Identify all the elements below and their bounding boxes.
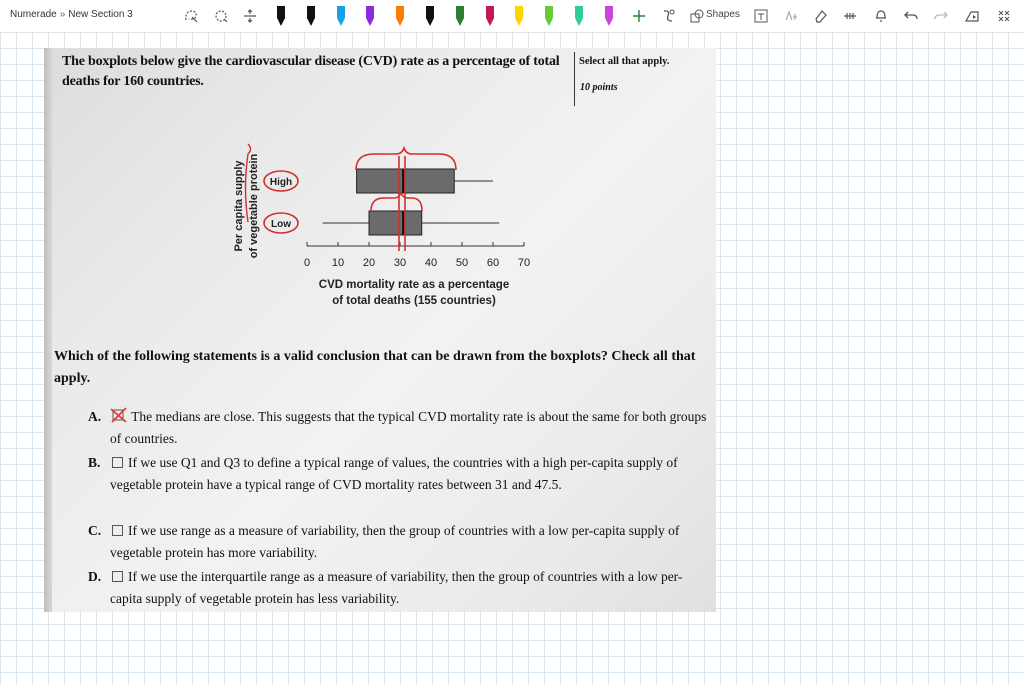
x-tick-label-40: 40 <box>424 257 438 269</box>
ink-to-text-icon[interactable] <box>750 5 772 27</box>
replay-icon[interactable] <box>961 5 983 27</box>
x-tick-label-0: 0 <box>303 257 311 269</box>
pen-1-icon[interactable] <box>270 5 292 27</box>
add-pen-icon[interactable] <box>628 5 650 27</box>
worksheet-image <box>44 48 716 612</box>
breadcrumb-section[interactable]: New Section 3 <box>68 9 133 20</box>
pen-3-icon[interactable] <box>330 5 352 27</box>
x-axis-label-line-2: of total deaths (155 countries) <box>332 295 496 307</box>
app-toolbar <box>0 0 1024 33</box>
pen-2-icon[interactable] <box>300 5 322 27</box>
option-d[interactable] <box>88 566 708 610</box>
x-tick-label-10: 10 <box>331 257 345 269</box>
breadcrumb-notebook[interactable]: Numerade <box>10 9 57 20</box>
x-tick-label-50: 50 <box>455 257 469 269</box>
shapes-icon[interactable] <box>686 5 708 27</box>
option-b-checkbox[interactable] <box>112 457 123 468</box>
pen-11-icon[interactable] <box>568 5 590 27</box>
pen-9-icon[interactable] <box>508 5 530 27</box>
option-b[interactable] <box>88 452 708 496</box>
option-a-text: The medians are close. This suggests that the typical CVD mortality rate is about the same for both groups of countries. <box>110 409 707 446</box>
question-text: Which of the following statements is a valid conclusion that can be drawn from the boxplots? Check all that apply. <box>54 349 696 386</box>
pen-6-icon[interactable] <box>419 5 441 27</box>
pen-10-icon[interactable] <box>538 5 560 27</box>
option-a-letter: A. <box>88 409 102 424</box>
more-tools-icon[interactable] <box>993 5 1015 27</box>
select-all-label: Select all that apply. <box>579 56 670 67</box>
shapes-label[interactable]: Shapes <box>706 9 740 20</box>
checked-checkbox-icon[interactable] <box>110 407 128 421</box>
pen-7-icon[interactable] <box>449 5 471 27</box>
lasso-select-icon[interactable] <box>180 5 202 27</box>
category-label-low: Low <box>271 219 291 230</box>
x-tick-label-70: 70 <box>517 257 531 269</box>
breadcrumb[interactable] <box>10 9 133 20</box>
breadcrumb-separator: » <box>59 9 66 20</box>
option-c[interactable] <box>88 520 708 564</box>
option-d-checkbox[interactable] <box>112 571 123 582</box>
add-space-icon[interactable] <box>210 5 232 27</box>
option-c-checkbox[interactable] <box>112 525 123 536</box>
x-axis-label-line-1: CVD mortality rate as a percentage <box>318 279 510 291</box>
problem-heading: The boxplots below give the cardiovascular disease (CVD) rate as a percentage of total deaths for 160 countries. <box>62 54 560 89</box>
option-d-letter: D. <box>88 569 102 584</box>
pen-12-icon[interactable] <box>598 5 620 27</box>
y-axis-label-line-1: Per capita supply <box>233 160 245 252</box>
option-c-text: If we use range as a measure of variability, then the group of countries with a low per-capita supply of vegetable protein has more variability. <box>110 523 680 560</box>
redo-icon[interactable] <box>930 5 952 27</box>
touch-draw-icon[interactable] <box>870 5 892 27</box>
y-axis-label-line-2: of vegetable protein <box>248 153 260 259</box>
insert-space-icon[interactable] <box>239 5 261 27</box>
option-b-letter: B. <box>88 455 101 470</box>
points-label: 10 points <box>580 82 618 93</box>
box-low <box>369 211 422 235</box>
option-c-letter: C. <box>88 523 102 538</box>
x-tick-label-20: 20 <box>362 257 376 269</box>
option-b-text: If we use Q1 and Q3 to define a typical range of values, the countries with a high per-capita supply of vegetable protein have a typical range of CVD mortality rates between 31 and 47.5. <box>110 455 678 492</box>
x-tick-label-60: 60 <box>486 257 500 269</box>
annotation-brace-low <box>371 193 422 211</box>
ink-to-shape-icon[interactable] <box>657 5 679 27</box>
category-label-high: High <box>269 177 293 188</box>
pen-8-icon[interactable] <box>479 5 501 27</box>
boxplot-chart <box>44 48 716 338</box>
annotation-brace-high <box>356 148 456 170</box>
ink-to-math-icon[interactable] <box>780 5 802 27</box>
option-d-text: If we use the interquartile range as a measure of variability, then the group of countries with a low per-capita supply of vegetable protein has less variability. <box>110 569 683 606</box>
x-tick-label-30: 30 <box>393 257 407 269</box>
ruler-icon[interactable] <box>839 5 861 27</box>
eraser-icon[interactable] <box>810 5 832 27</box>
undo-icon[interactable] <box>900 5 922 27</box>
pen-5-icon[interactable] <box>389 5 411 27</box>
pen-4-icon[interactable] <box>359 5 381 27</box>
option-a[interactable] <box>88 406 708 450</box>
